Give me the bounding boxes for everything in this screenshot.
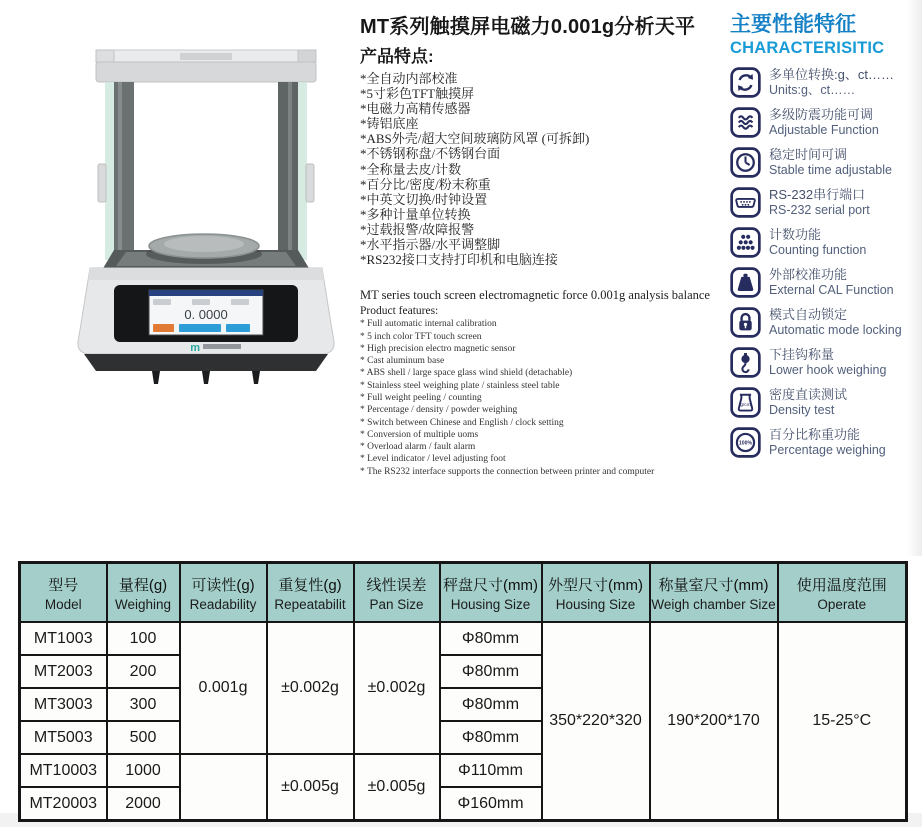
characteristic-labels [769,348,886,377]
column-header-zh: 重复性(g) [278,576,342,594]
clock-icon [730,147,761,178]
calibration-weight-icon [730,267,761,298]
characteristic-label-en: Density test [769,402,835,417]
feature-item-en: * Stainless steel weighing plate / stainless steel table [360,380,560,391]
characteristics-heading-zh: 主要性能特征 [730,13,856,36]
feature-item-zh: *百分比/密度/粉末称重 [360,176,491,192]
characteristic-label-zh: 模式自动锁定 [769,306,848,322]
characteristic-label-zh: 百分比称重功能 [769,426,861,442]
characteristics-section [730,8,922,458]
serial-port-icon [730,187,761,218]
characteristic-item [730,227,922,258]
column-header-zh: 使用温度范围 [796,576,887,594]
column-header-zh: 秤盘尺寸(mm) [443,576,538,594]
characteristic-label-en: RS-232 serial port [769,202,870,217]
column-header-en: Weigh chamber Size [651,596,776,612]
column-header-en: Housing Size [555,596,636,612]
column-header-en: Housing Size [450,596,531,612]
column-header [778,563,907,623]
characteristic-label-zh: 稳定时间可调 [769,146,848,162]
feature-item-zh: *水平指示器/水平调整脚 [360,237,501,253]
table-header-row [20,563,907,623]
svg-text:g/cm: g/cm [740,403,751,409]
brand-logo: m [190,342,200,354]
features-heading-zh: 产品特点: [360,47,434,66]
spec-table-section [18,561,908,822]
characteristic-label-zh: 密度直读测试 [769,386,848,402]
column-header-en: Model [44,596,82,612]
feature-item-en: * Percentage / density / powder weighing [360,405,518,416]
characteristic-item [730,307,922,338]
feature-item-en: * 5 inch color TFT touch screen [360,331,482,342]
model-cell: MT1003 [20,622,107,655]
characteristic-labels [769,68,894,97]
characteristic-labels [769,268,894,297]
column-header [267,563,354,623]
feature-item-zh: *中英文切换/时钟设置 [360,191,488,207]
characteristic-label-en: Units:g、ct…… [769,82,856,97]
feature-item-en: * High precision electro magnetic sensor [360,343,516,354]
page-title: MT系列触摸屏电磁力0.001g分析天平 [360,16,696,38]
characteristic-label-zh: 多单位转换:g、ct…… [769,66,894,82]
features-heading-en: Product features: [360,305,439,318]
feature-item-en: * Full automatic internal calibration [360,319,497,330]
characteristics-list [730,67,922,458]
characteristic-item [730,267,922,298]
column-header-zh: 称量室尺寸(mm) [658,576,769,594]
column-header-en: Operate [817,596,867,612]
pan-size-cell: Φ80mm [440,655,542,688]
percentage-icon [730,427,761,458]
column-header [20,563,107,623]
characteristic-labels [769,108,879,137]
characteristic-item [730,107,922,138]
characteristic-label-en: Percentage weighing [769,442,886,457]
column-header-en: Pan Size [369,596,424,612]
spec-table [18,561,908,822]
readability-cell: 0.001g [180,622,267,754]
display-readout: 0. 0000 [184,307,228,322]
housing-size-cell: 350*220*320 [542,622,650,821]
weigh-chamber-cell: 190*200*170 [650,622,778,821]
feature-item-zh: *过载报警/故障报警 [360,221,475,237]
feature-item-zh: *ABS外壳/超大空间玻璃防风罩 (可拆卸) [360,131,590,147]
column-header [354,563,440,623]
svg-text:100%: 100% [738,440,753,447]
column-header [440,563,542,623]
feature-item-en: * Overload alarm / fault alarm [360,442,476,453]
operate-range-cell: 15-25°C [778,622,907,821]
feature-item-en: * Level indicator / level adjusting foot [360,454,506,465]
feature-item-zh: *全称量去皮/计数 [360,161,462,177]
characteristic-label-zh: 计数功能 [769,226,822,242]
characteristic-label-zh: 外部校准功能 [769,266,848,282]
feature-item-zh: *RS232接口支持打印机和电脑连接 [360,252,558,268]
characteristic-label-en: Counting function [769,242,867,257]
unit-sync-icon [730,67,761,98]
characteristic-labels [769,388,847,417]
feature-item-zh: *多种计量单位转换 [360,206,471,222]
weighing-cell: 200 [107,655,180,688]
characteristic-labels [769,188,870,217]
weighing-cell: 500 [107,721,180,754]
feature-item-en: * The RS232 interface supports the connection between printer and computer [360,466,655,477]
column-header-en: Readability [189,596,257,612]
characteristic-labels [769,228,866,257]
pan-size-cell: Φ80mm [440,721,542,754]
readability-cell [180,754,267,821]
characteristic-label-en: External CAL Function [769,282,894,297]
pan-size-cell: Φ80mm [440,688,542,721]
linearity-cell: ±0.002g [354,622,440,754]
characteristic-labels [769,428,886,457]
characteristic-label-en: Stable time adjustable [769,162,892,177]
feature-item-en: * Cast aluminum base [360,356,445,367]
pan-size-cell: Φ80mm [440,622,542,655]
repeatability-cell: ±0.005g [267,754,354,821]
weighing-cell: 1000 [107,754,180,787]
balance-illustration [52,4,360,416]
feature-item-zh: *5寸彩色TFT触摸屏 [360,86,475,102]
table-row [20,622,907,655]
column-header-zh: 可读性(g) [191,576,255,594]
density-beaker-icon [730,387,761,418]
characteristic-label-en: Adjustable Function [769,122,879,137]
features-list-zh [360,71,732,267]
column-header [542,563,650,623]
column-header-zh: 型号 [48,576,79,594]
feature-item-en: * ABS shell / large space glass wind shield (detachable) [360,368,573,379]
linearity-cell: ±0.005g [354,754,440,821]
vibration-icon [730,107,761,138]
characteristic-label-en: Lower hook weighing [769,362,887,377]
column-header-en: Repeatabilit [274,596,346,612]
characteristic-label-zh: 下挂钩称量 [769,346,835,362]
feature-item-en: * Full weight peeling / counting [360,393,482,403]
summary-en: MT series touch screen electromagnetic force 0.001g analysis balance [360,288,710,303]
weighing-cell: 100 [107,622,180,655]
characteristic-label-zh: 多级防震功能可调 [769,106,874,122]
column-header [180,563,267,623]
feature-item-en: * Conversion of multiple uoms [360,429,479,440]
characteristics-heading-en: CHARACTERISITIC [730,39,885,57]
model-cell: MT5003 [20,721,107,754]
model-cell: MT10003 [20,754,107,787]
pan-size-cell: Φ110mm [440,754,542,787]
column-header-zh: 量程(g) [118,576,168,594]
repeatability-cell: ±0.002g [267,622,354,754]
lock-icon [730,307,761,338]
feature-item-zh: *不锈钢称盘/不锈钢台面 [360,146,501,162]
characteristic-labels [769,308,902,337]
characteristic-label-en: Automatic mode locking [769,322,902,337]
weighing-cell: 300 [107,688,180,721]
counting-dots-icon [730,227,761,258]
characteristic-labels [769,148,892,177]
characteristic-label-zh: RS-232串行端口 [769,186,866,202]
column-header-zh: 线性误差 [366,576,427,594]
characteristic-item [730,427,922,458]
model-cell: MT3003 [20,688,107,721]
pan-size-cell: Φ160mm [440,787,542,821]
feature-item-zh: *铸铝底座 [360,116,419,132]
characteristic-item [730,387,922,418]
column-header-en: Weighing [114,596,172,612]
model-cell: MT20003 [20,787,107,821]
characteristic-item [730,147,922,178]
feature-item-zh: *电磁力高精传感器 [360,101,471,117]
features-list-en [360,318,732,478]
characteristic-item [730,67,922,98]
feature-item-zh: *全自动内部校准 [360,71,458,86]
hook-icon [730,347,761,378]
column-header [650,563,778,623]
model-cell: MT2003 [20,655,107,688]
balance-product-photo [52,4,360,416]
weighing-cell: 2000 [107,787,180,821]
feature-item-en: * Switch between Chinese and English / clock setting [360,417,564,428]
column-header [107,563,180,623]
characteristic-item [730,347,922,378]
column-header-zh: 外型尺寸(mm) [548,576,643,594]
characteristic-item [730,187,922,218]
intro-section [360,10,732,478]
